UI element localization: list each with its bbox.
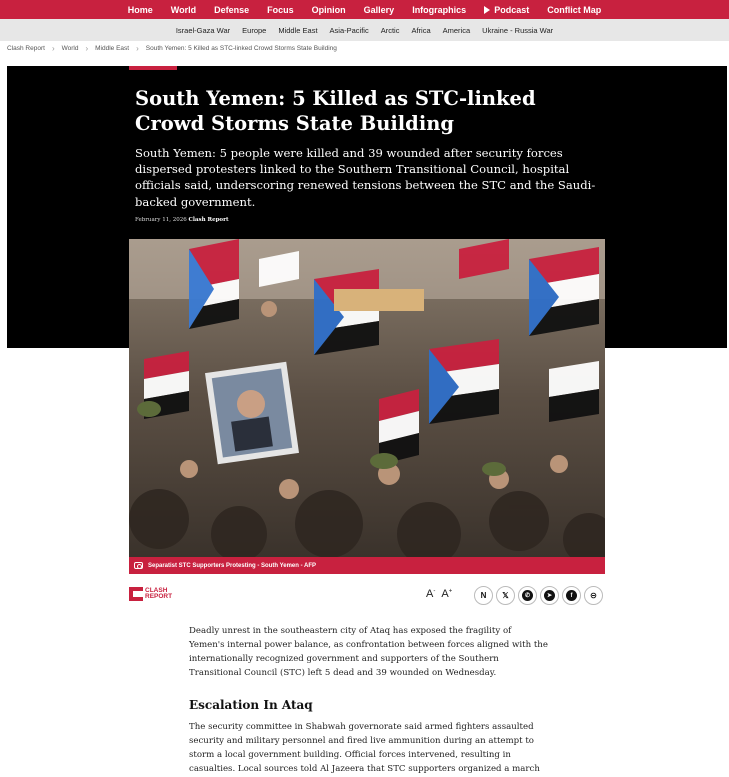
logo-text — [145, 588, 172, 601]
photo-caption-text: Separatist STC Supporters Protesting - South Yemen - AFP — [148, 562, 317, 569]
telegram-icon: ➤ — [544, 590, 555, 601]
nav-podcast[interactable] — [484, 5, 529, 15]
nav-opinion[interactable]: Opinion — [311, 4, 346, 15]
newsletter-icon: N — [480, 591, 487, 600]
subnav-arctic[interactable]: Arctic — [380, 25, 400, 35]
decrease-font-button[interactable] — [426, 588, 435, 600]
copy-link-button[interactable] — [584, 586, 603, 605]
whatsapp-icon: ✆ — [522, 590, 533, 601]
article-date: February 11, 2026 — [135, 217, 187, 223]
clash-report-logo[interactable] — [129, 587, 172, 601]
article-paragraph-2: The security committee in Shabwah governorate said armed fighters assaulted security and military personnel and fired live ammunition during an attempt to storm a local government building. Official forces intervened, resulting in casualties. Local sources told Al Jazeera that STC supporters organized a march — [189, 722, 540, 774]
increase-font-sign: + — [448, 588, 453, 595]
chevron-right-icon: › — [136, 44, 139, 53]
nav-conflict-map[interactable]: Conflict Map — [547, 4, 602, 15]
subnav-ukraine-russia[interactable]: Ukraine - Russia War — [482, 25, 554, 35]
article-meta — [135, 217, 229, 223]
subnav-israel-gaza[interactable]: Israel-Gaza War — [175, 25, 231, 35]
breadcrumb-world[interactable]: World — [61, 45, 79, 52]
subnav-europe[interactable]: Europe — [242, 25, 267, 35]
link-icon: ⊝ — [590, 591, 597, 600]
nav-defense[interactable]: Defense — [214, 4, 250, 15]
region-nav — [0, 19, 729, 41]
increase-font-label: A — [441, 588, 449, 600]
main-nav — [0, 0, 729, 19]
nav-infographics[interactable]: Infographics — [412, 4, 467, 15]
chevron-right-icon: › — [51, 44, 55, 53]
breadcrumb — [7, 44, 337, 53]
nav-focus[interactable]: Focus — [267, 4, 294, 15]
accent-bar — [129, 66, 177, 70]
logo-text-line-1: CLASH — [145, 586, 168, 594]
subnav-america[interactable]: America — [442, 25, 471, 35]
article-subheading: Escalation In Ataq — [189, 698, 313, 712]
article-paragraph-1: Deadly unrest in the southeastern city of Ataq has exposed the fragility of Yemen's internal power balance, as confrontation between forces aligned with the internationally recognized government and supporters of the Southern Transitional Council (STC) left 5 dead and 39 wounded on Wednesday. — [189, 626, 548, 678]
share-buttons — [474, 586, 606, 605]
subnav-africa[interactable]: Africa — [411, 25, 431, 35]
increase-font-button[interactable] — [441, 588, 452, 600]
article-author[interactable]: Clash Report — [188, 217, 229, 223]
nav-world[interactable]: World — [170, 4, 197, 15]
photo-caption — [129, 557, 605, 574]
breadcrumb-home[interactable]: Clash Report — [7, 45, 45, 52]
nav-gallery[interactable]: Gallery — [363, 4, 395, 15]
facebook-icon: f — [566, 590, 577, 601]
decrease-font-label: A — [426, 588, 434, 600]
logo-text-line-2: REPORT — [145, 593, 173, 600]
x-icon: 𝕏 — [502, 591, 509, 600]
nav-home[interactable]: Home — [127, 4, 153, 15]
article-headline: South Yemen: 5 Killed as STC-linked Crowd Storms State Building — [135, 87, 536, 135]
hero-photo — [129, 239, 605, 558]
nav-podcast-label: Podcast — [494, 4, 530, 15]
share-newsletter-button[interactable] — [474, 586, 493, 605]
decrease-font-sign: - — [433, 588, 436, 595]
logo-mark-icon — [129, 587, 143, 601]
protest-crowd-image — [129, 239, 605, 558]
subnav-middle-east[interactable]: Middle East — [278, 25, 318, 35]
camera-icon — [134, 562, 143, 569]
share-whatsapp-button[interactable] — [518, 586, 537, 605]
breadcrumb-middle-east[interactable]: Middle East — [95, 45, 130, 52]
article-lede: South Yemen: 5 people were killed and 39 wounded after security forces dispersed protesters linked to the Southern Transitional Council, hospital officials said, underscoring renewed tensions between the STC and the Saudi-backed government. — [135, 146, 596, 209]
breadcrumb-current: South Yemen: 5 Killed as STC-linked Crowd Storms State Building — [145, 45, 337, 52]
article-body — [189, 624, 549, 776]
subnav-asia-pacific[interactable]: Asia-Pacific — [329, 25, 369, 35]
share-telegram-button[interactable] — [540, 586, 559, 605]
share-x-button[interactable] — [496, 586, 515, 605]
font-size-controls — [426, 588, 458, 600]
chevron-right-icon: › — [85, 44, 89, 53]
play-icon — [484, 6, 490, 14]
share-facebook-button[interactable] — [562, 586, 581, 605]
